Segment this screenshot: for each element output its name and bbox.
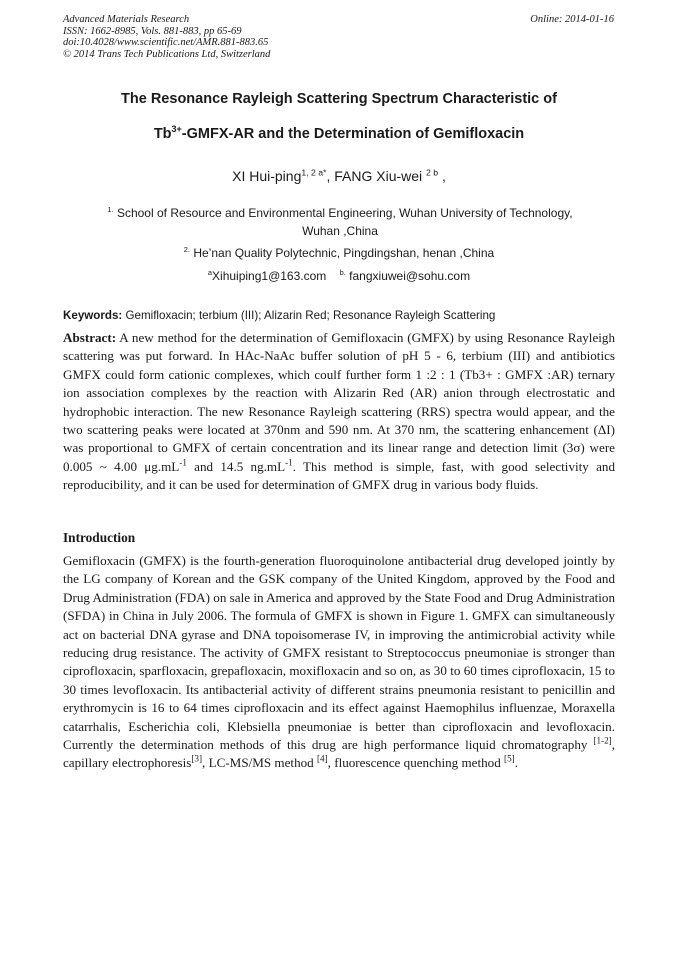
affiliation-mark: 1. bbox=[107, 205, 114, 214]
unit-superscript: -1 bbox=[179, 457, 187, 468]
author-affiliation-mark: 1, 2 a* bbox=[301, 167, 327, 178]
introduction-paragraph bbox=[63, 552, 615, 773]
copyright-line: © 2014 Trans Tech Publications Ltd, Switzerland bbox=[63, 48, 271, 60]
email-mark: b. bbox=[339, 268, 346, 277]
affiliation-text: School of Resource and Environmental Engineering, Wuhan University of Technology, Wuhan ,China bbox=[113, 206, 573, 238]
email-link[interactable]: Xihuiping1@163.com bbox=[212, 269, 327, 283]
abstract bbox=[63, 329, 615, 495]
author-emails bbox=[0, 269, 678, 283]
keywords-text: Gemifloxacin; terbium (III); Alizarin Red; Resonance Rayleigh Scattering bbox=[122, 309, 496, 322]
abstract-text: and 14.5 ng.mL bbox=[186, 458, 286, 474]
author-name: FANG Xiu-wei bbox=[334, 168, 427, 184]
author-end: , bbox=[438, 168, 446, 184]
paper-title-line-1: The Resonance Rayleigh Scattering Spectrum Characteristic of bbox=[121, 91, 557, 107]
email-link[interactable]: fangxiuwei@sohu.com bbox=[345, 269, 471, 283]
email-mark: a bbox=[207, 268, 213, 277]
affiliation-mark: 2. bbox=[183, 245, 190, 254]
author-list bbox=[0, 168, 678, 184]
intro-text: . bbox=[514, 755, 518, 771]
abstract-label: Abstract: bbox=[63, 330, 117, 345]
citation-reference[interactable]: [3] bbox=[191, 754, 203, 765]
intro-text: , LC-MS/MS method bbox=[202, 755, 317, 771]
intro-text: , capillary electrophoresis bbox=[63, 737, 615, 771]
citation-reference[interactable]: [1-2] bbox=[593, 735, 612, 746]
keywords bbox=[63, 309, 615, 322]
affiliation-2 bbox=[0, 246, 678, 260]
citation-reference[interactable]: [4] bbox=[316, 754, 328, 765]
author-separator: , bbox=[326, 168, 335, 184]
online-date: Online: 2014-01-16 bbox=[530, 14, 614, 25]
section-heading-introduction: Introduction bbox=[63, 530, 136, 545]
issn-line: ISSN: 1662-8985, Vols. 881-883, pp 65-69 bbox=[63, 25, 242, 37]
paper-title-line-2 bbox=[0, 126, 678, 142]
intro-text: , fluorescence quenching method bbox=[327, 755, 505, 771]
journal-name: Advanced Materials Research bbox=[63, 14, 190, 25]
author-affiliation-mark: 2 b bbox=[426, 167, 439, 178]
keywords-label: Keywords: bbox=[63, 309, 123, 322]
author-name: XI Hui-ping bbox=[232, 168, 302, 184]
doi-line: doi:10.4028/www.scientific.net/AMR.881-883.65 bbox=[63, 37, 269, 48]
journal-header bbox=[63, 14, 270, 60]
affiliation-text: He’nan Quality Polytechnic, Pingdingshan, henan ,China bbox=[190, 246, 495, 260]
unit-superscript: -1 bbox=[285, 457, 293, 468]
intro-text: Gemifloxacin (GMFX) is the fourth-generation fluoroquinolone antibacterial drug developed jointly by the LG company of Korean and the GSK company of the United Kingdom, approved by the Food and Drug Administration (FDA) on sale in America and approved by the State Food and Drug Administration (SFDA) in China in July 2006. The formula of GMFX is shown in Figure 1. GMFX can simultaneously act on bacterial DNA gyrase and DNA topoisomerase IV, in improving the antimicrobial activity while reducing drug resistance. The activity of GMFX resistant to Streptococcus pneumoniae is stronger than ciprofloxacin, sparfloxacin, grepafloxacin, moxifloxacin and so on, as 30 to 60 times ciprofloxacin, 15 to 30 times levofloxacin. Its antibacterial activity of different strains pneumonia resistant to penicillin and erythromycin is 16 to 64 times ciprofloxacin and its effect against Haemophilus influenzae, Moraxella catarrhalis, Escherichia coli, Klebsiella pneumoniae is better than ciprofloxacin and levofloxacin. Currently the determination methods of this drug are high performance liquid chromatography bbox=[63, 553, 615, 753]
title-text: -GMFX-AR and the Determination of Gemifloxacin bbox=[181, 126, 525, 142]
abstract-text: . This method is simple, fast, with good selectivity and reproducibility, and it can be used for determination of GMFX drug in various body fluids. bbox=[63, 458, 615, 493]
title-text: Tb bbox=[153, 126, 172, 142]
title-superscript: 3+ bbox=[171, 124, 182, 135]
citation-reference[interactable]: [5] bbox=[504, 754, 515, 765]
affiliation-1 bbox=[90, 204, 590, 240]
abstract-text: A new method for the determination of Gemifloxacin (GMFX) by using Resonance Rayleigh scattering was put forward. In HAc-NaAc buffer solution of pH 5 - 6, terbium (III) and antibiotics GMFX could form cationic complexes, which coulf further form 1 :2 : 1 (Tb3+ : GMFX :AR) ternary ion association complexes by the reaction with Alizarin Red (AR) anion through electrostatic and hydrophobic interaction. The new Resonance Rayleigh scattering (RRS) spectra would appear, and the two scattering peaks were located at 370nm and 590 nm. At 370 nm, the scattering enhancement (ΔI) was proportional to GMFX of certain concentration and its linear range and detection limit (3σ) were 0.005 ~ 4.00 μg.mL bbox=[63, 330, 615, 474]
